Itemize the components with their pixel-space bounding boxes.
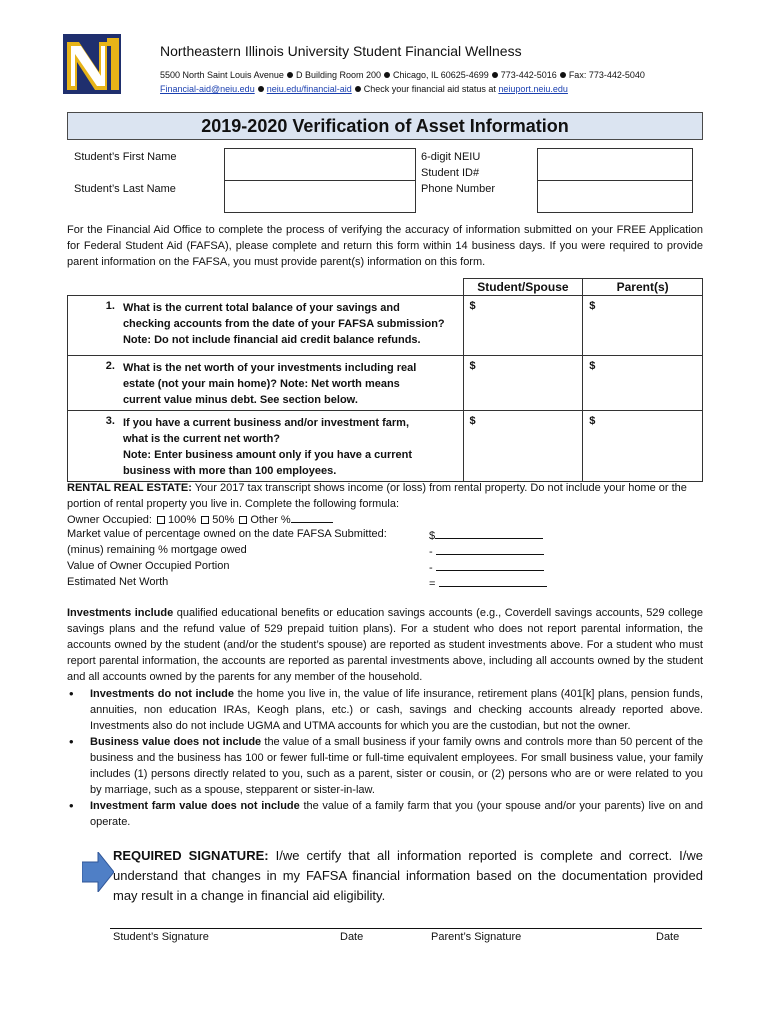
option-100-label: 100% bbox=[168, 514, 197, 526]
parent-signature-label: Parent’s Signature bbox=[431, 931, 522, 943]
street-address: 5500 North Saint Louis Avenue bbox=[160, 70, 284, 80]
status-text: Check your financial aid status at bbox=[363, 84, 496, 94]
rental-text: Your 2017 tax transcript shows income (or loss) from rental property. Do not include your home or the portion of rental property you live in. Complete the following formula: bbox=[67, 482, 687, 510]
other-percent-field[interactable] bbox=[291, 514, 333, 526]
question-line: what is the current net worth? bbox=[122, 433, 281, 445]
first-name-field[interactable] bbox=[224, 148, 416, 181]
parent-amount-field[interactable]: $ bbox=[583, 296, 703, 356]
net-worth-field[interactable] bbox=[429, 576, 547, 590]
list-item bbox=[67, 734, 703, 798]
student-id-label-2: Student ID# bbox=[421, 167, 480, 179]
question-line: estate (not your main home)? Note: Net worth means bbox=[122, 378, 400, 390]
signature-heading: REQUIRED SIGNATURE: bbox=[113, 848, 269, 863]
owner-occupied-label: Owner Occupied: bbox=[67, 514, 152, 526]
right-arrow-icon bbox=[82, 852, 114, 892]
email-link[interactable]: Financial-aid@neiu.edu bbox=[160, 84, 255, 94]
bullet-text: the value of a small business if your family owns and controls more than 50 percent of the business and the business has 100 or fewer full-time or full-time equivalent employees. For small business value, your family includes (1) persons directly related to you, such as a parent, sister or cousin, or (2) persons who are or were related to you by marriage, such as a spouse, stepparent or sister-in-law. bbox=[90, 736, 703, 796]
bullet-heading: Investments do not include bbox=[90, 688, 235, 700]
student-signature-label: Student’s Signature bbox=[113, 931, 209, 943]
student-amount-field[interactable]: $ bbox=[463, 296, 583, 356]
question-text bbox=[121, 411, 463, 482]
exclusions-list bbox=[67, 686, 703, 830]
student-amount-field[interactable]: $ bbox=[463, 356, 583, 411]
table-row bbox=[68, 356, 703, 411]
bullet-dot-icon bbox=[258, 86, 264, 92]
question-line: current value minus debt. See section below. bbox=[122, 394, 358, 406]
form-title-bar bbox=[67, 112, 703, 140]
city-address: Chicago, IL 60625-4699 bbox=[393, 70, 489, 80]
intro-paragraph: For the Financial Aid Office to complete the process of verifying the accuracy of information submitted on your FREE Application for Federal Student Aid (FAFSA), please complete and return this form within 14 business days. If you were required to provide parent information on the FAFSA, you must provide parent(s) information on this form. bbox=[67, 224, 703, 268]
last-name-label: Student’s Last Name bbox=[74, 183, 176, 195]
rental-heading: RENTAL REAL ESTATE: bbox=[67, 482, 192, 494]
market-prefix: $ bbox=[429, 530, 436, 542]
question-line: Note: Enter business amount only if you have a current bbox=[122, 449, 413, 461]
phone-number-label: Phone Number bbox=[421, 183, 495, 195]
question-text bbox=[121, 296, 463, 356]
signature-line[interactable] bbox=[110, 928, 702, 929]
table-header-blank bbox=[68, 279, 464, 296]
question-line: Note: Do not include financial aid credit balance refunds. bbox=[122, 334, 421, 346]
investments-paragraph bbox=[67, 605, 703, 685]
signature-text: I/we certify that all information reported is complete and correct. I/we understand that changes in my FAFSA financial information based on the documentation provided may result in a change in financial aid eligibility. bbox=[113, 848, 704, 903]
portion-prefix: - bbox=[429, 562, 433, 574]
parent-amount-field[interactable]: $ bbox=[583, 356, 703, 411]
net-prefix: = bbox=[429, 578, 436, 590]
mortgage-label: (minus) remaining % mortgage owed bbox=[67, 544, 247, 556]
question-text bbox=[121, 356, 463, 411]
question-number: 2. bbox=[68, 356, 121, 411]
parents-header: Parent(s) bbox=[583, 279, 703, 296]
student-date-label: Date bbox=[340, 931, 364, 943]
checkbox-50-percent[interactable] bbox=[201, 516, 209, 524]
question-line: checking accounts from the date of your FAFSA submission? bbox=[122, 318, 445, 330]
parent-date-label: Date bbox=[656, 931, 680, 943]
rental-real-estate-paragraph bbox=[67, 480, 707, 512]
investments-lead: Investments include bbox=[67, 607, 174, 619]
student-spouse-header: Student/Spouse bbox=[463, 279, 583, 296]
table-row bbox=[68, 411, 703, 482]
question-number: 3. bbox=[68, 411, 121, 482]
fax-number: Fax: 773-442-5040 bbox=[568, 70, 645, 80]
bullet-dot-icon bbox=[492, 72, 498, 78]
bullet-heading: Business value does not include bbox=[90, 736, 262, 748]
investments-text: qualified educational benefits or education savings accounts (e.g., Coverdell savings accounts, 529 college savings plans and the refund value of 529 prepaid tuition plans). For a student who does not report parental information, the accounts owned by the student (and/or the student’s spouse) are reported as student investments above. For a student who must report parental information, the accounts are reported as parental investments above, including all accounts owned by the student and all accounts owned by the parents for any member of the household. bbox=[67, 607, 703, 683]
office-address bbox=[160, 70, 645, 80]
option-50-label: 50% bbox=[212, 514, 235, 526]
bullet-dot-icon bbox=[287, 72, 293, 78]
table-row bbox=[68, 296, 703, 356]
market-value-field[interactable] bbox=[429, 528, 543, 542]
first-name-label: Student’s First Name bbox=[74, 151, 177, 163]
neiu-n-logo-icon bbox=[63, 34, 121, 94]
room-address: D Building Room 200 bbox=[295, 70, 381, 80]
question-line: business with more than 100 employees. bbox=[122, 465, 337, 477]
bullet-dot-icon bbox=[355, 86, 361, 92]
bullet-text: the value of a family farm that you (your spouse and/or your parents) live on and operate. bbox=[90, 800, 704, 828]
website-link[interactable]: neiu.edu/financial-aid bbox=[266, 84, 352, 94]
mortgage-prefix: - bbox=[429, 546, 433, 558]
signature-statement bbox=[113, 846, 703, 906]
net-worth-label: Estimated Net Worth bbox=[67, 576, 169, 588]
student-id-label-1: 6-digit NEIU bbox=[421, 151, 481, 163]
list-item bbox=[67, 686, 703, 734]
market-value-label: Market value of percentage owned on the date FAFSA Submitted: bbox=[67, 528, 387, 540]
mortgage-field[interactable] bbox=[429, 544, 544, 558]
question-line: If you have a current business and/or investment farm, bbox=[122, 417, 410, 429]
question-line: What is the current total balance of your savings and bbox=[122, 302, 400, 314]
owner-occupied-row bbox=[67, 512, 333, 526]
checkbox-other-percent[interactable] bbox=[239, 516, 247, 524]
form-title: 2019-2020 Verification of Asset Information bbox=[201, 116, 569, 136]
parent-amount-field[interactable]: $ bbox=[583, 411, 703, 482]
owner-portion-label: Value of Owner Occupied Portion bbox=[67, 560, 230, 572]
phone-number-field[interactable] bbox=[537, 180, 693, 213]
office-contact bbox=[160, 84, 568, 94]
owner-portion-field[interactable] bbox=[429, 560, 544, 574]
bullet-dot-icon bbox=[384, 72, 390, 78]
office-title: Northeastern Illinois University Student Financial Wellness bbox=[160, 43, 522, 59]
bullet-text: the home you live in, the value of life insurance, retirement plans (401[k] plans, pension funds, annuities, non education IRAs, Keogh plans, etc.) or cash, savings and checking accounts already reported above. Investments also do not include UGMA and UTMA accounts for which you are the custodian, but not the owner. bbox=[90, 688, 703, 732]
last-name-field[interactable] bbox=[224, 180, 416, 213]
bullet-heading: Investment farm value does not include bbox=[90, 800, 300, 812]
question-line: What is the net worth of your investments including real bbox=[122, 362, 417, 374]
phone-number: 773-442-5016 bbox=[500, 70, 557, 80]
bullet-dot-icon bbox=[560, 72, 566, 78]
neiuport-link[interactable]: neiuport.neiu.edu bbox=[498, 84, 568, 94]
asset-questions-table bbox=[67, 278, 703, 482]
option-other-label: Other % bbox=[250, 514, 291, 526]
student-amount-field[interactable]: $ bbox=[463, 411, 583, 482]
question-number: 1. bbox=[68, 296, 121, 356]
list-item bbox=[67, 798, 703, 830]
student-id-field[interactable] bbox=[537, 148, 693, 181]
checkbox-100-percent[interactable] bbox=[157, 516, 165, 524]
